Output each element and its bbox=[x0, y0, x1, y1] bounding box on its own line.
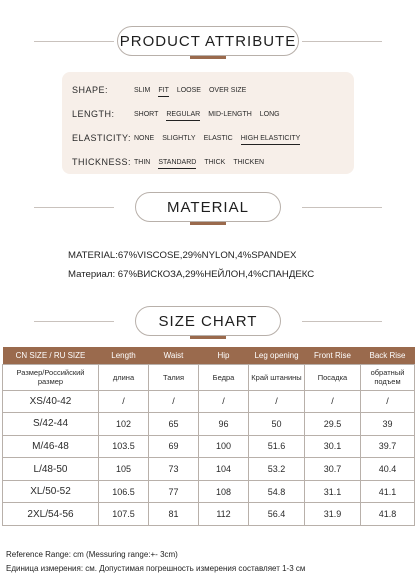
table-cell: 50 bbox=[249, 413, 305, 436]
table-cell: 96 bbox=[199, 413, 249, 436]
table-cell: обратный подъем bbox=[361, 364, 415, 390]
table-cell: 102 bbox=[99, 413, 149, 436]
column-header: Leg opening bbox=[249, 347, 305, 364]
attribute-option-selected: HIGH ELASTICITY bbox=[240, 134, 301, 142]
table-cell: 104 bbox=[199, 458, 249, 481]
attribute-row-shape bbox=[72, 78, 344, 102]
table-cell: Размер/Российский размер bbox=[3, 364, 99, 390]
attribute-option: ELASTIC bbox=[203, 134, 233, 142]
column-header: Hip bbox=[199, 347, 249, 364]
attribute-label: THICKNESS: bbox=[72, 157, 132, 167]
header-rule-left bbox=[34, 41, 114, 42]
attribute-row-length bbox=[72, 102, 344, 126]
table-row bbox=[3, 458, 415, 481]
table-row bbox=[3, 413, 415, 436]
table-cell: 112 bbox=[199, 503, 249, 526]
table-cell: 30.7 bbox=[305, 458, 361, 481]
material-text-ru: Материал: 67%ВИСКОЗА,29%НЕЙЛОН,4%СПАНДЕКС bbox=[68, 269, 315, 280]
table-cell: XS/40-42 bbox=[3, 390, 99, 413]
note-en: Reference Range: cm (Messuring range:+- 3cm) bbox=[6, 550, 178, 559]
table-cell: S/42-44 bbox=[3, 413, 99, 436]
size-chart-header bbox=[0, 302, 416, 342]
product-attribute-header bbox=[0, 22, 416, 62]
table-cell: 105 bbox=[99, 458, 149, 481]
table-cell: 51.6 bbox=[249, 435, 305, 458]
table-cell: 31.1 bbox=[305, 480, 361, 503]
column-header: Back Rise bbox=[361, 347, 415, 364]
header-rule-left bbox=[34, 321, 114, 322]
table-row bbox=[3, 503, 415, 526]
table-cell: Бедра bbox=[199, 364, 249, 390]
product-attribute-title: PRODUCT ATTRIBUTE bbox=[117, 26, 299, 56]
table-cell: XL/50-52 bbox=[3, 480, 99, 503]
table-cell: 56.4 bbox=[249, 503, 305, 526]
column-header: Length bbox=[99, 347, 149, 364]
size-table bbox=[2, 347, 415, 526]
table-cell: M/46-48 bbox=[3, 435, 99, 458]
material-header bbox=[0, 188, 416, 228]
header-rule-right bbox=[302, 41, 382, 42]
table-cell: 41.8 bbox=[361, 503, 415, 526]
table-cell: / bbox=[249, 390, 305, 413]
table-cell: 100 bbox=[199, 435, 249, 458]
table-cell: 30.1 bbox=[305, 435, 361, 458]
column-header: Front Rise bbox=[305, 347, 361, 364]
table-cell: 41.1 bbox=[361, 480, 415, 503]
table-cell: Талия bbox=[149, 364, 199, 390]
table-cell: 54.8 bbox=[249, 480, 305, 503]
attribute-label: LENGTH: bbox=[72, 109, 115, 119]
attribute-option: NONE bbox=[134, 134, 155, 142]
header-accent-bar bbox=[190, 56, 226, 59]
attribute-row-elasticity bbox=[72, 126, 344, 150]
attribute-label: ELASTICITY: bbox=[72, 133, 132, 143]
attribute-option: THICK bbox=[204, 158, 226, 166]
material-text-en: MATERIAL:67%VISCOSE,29%NYLON,4%SPANDEX bbox=[68, 250, 297, 261]
table-cell: 108 bbox=[199, 480, 249, 503]
attribute-option-selected: FIT bbox=[158, 86, 169, 94]
table-cell: 2XL/54-56 bbox=[3, 503, 99, 526]
attribute-option: LONG bbox=[259, 110, 280, 118]
header-rule-right bbox=[302, 321, 382, 322]
note-ru: Единица измерения: см. Допустимая погрешность измерения составляет 1-3 см bbox=[6, 564, 306, 573]
table-cell: 53.2 bbox=[249, 458, 305, 481]
table-cell: Край штанины bbox=[249, 364, 305, 390]
size-chart-title: SIZE CHART bbox=[135, 306, 281, 336]
attribute-option: LOOSE bbox=[176, 86, 201, 94]
table-cell: 81 bbox=[149, 503, 199, 526]
table-header-row bbox=[3, 347, 415, 364]
table-cell: / bbox=[305, 390, 361, 413]
header-rule-right bbox=[302, 207, 382, 208]
table-cell: 106.5 bbox=[99, 480, 149, 503]
table-cell: 31.9 bbox=[305, 503, 361, 526]
column-header: Waist bbox=[149, 347, 199, 364]
header-accent-bar bbox=[190, 222, 226, 225]
table-cell: / bbox=[99, 390, 149, 413]
table-cell: 77 bbox=[149, 480, 199, 503]
attribute-option-selected: REGULAR bbox=[166, 110, 201, 118]
table-cell: / bbox=[199, 390, 249, 413]
table-cell: 39 bbox=[361, 413, 415, 436]
attribute-panel bbox=[62, 72, 354, 174]
attribute-option: THICKEN bbox=[233, 158, 265, 166]
table-row bbox=[3, 480, 415, 503]
table-cell: 73 bbox=[149, 458, 199, 481]
attribute-option: OVER SIZE bbox=[208, 86, 247, 94]
header-rule-left bbox=[34, 207, 114, 208]
attribute-option: MID-LENGTH bbox=[208, 110, 252, 118]
table-cell: 107.5 bbox=[99, 503, 149, 526]
column-header: CN SIZE / RU SIZE bbox=[3, 347, 99, 364]
material-title: MATERIAL bbox=[135, 192, 281, 222]
table-subheader-row bbox=[3, 364, 415, 390]
attribute-row-thickness bbox=[72, 150, 344, 174]
table-cell: 103.5 bbox=[99, 435, 149, 458]
table-cell: 69 bbox=[149, 435, 199, 458]
table-cell: 40.4 bbox=[361, 458, 415, 481]
table-cell: 39.7 bbox=[361, 435, 415, 458]
table-cell: длина bbox=[99, 364, 149, 390]
attribute-option: THIN bbox=[134, 158, 151, 166]
table-cell: 65 bbox=[149, 413, 199, 436]
header-accent-bar bbox=[190, 336, 226, 339]
table-row bbox=[3, 390, 415, 413]
attribute-option-selected: STANDARD bbox=[158, 158, 197, 166]
table-cell: / bbox=[149, 390, 199, 413]
table-cell: / bbox=[361, 390, 415, 413]
attribute-label: SHAPE: bbox=[72, 85, 109, 95]
attribute-option: SLIM bbox=[134, 86, 151, 94]
table-row bbox=[3, 435, 415, 458]
attribute-option: SHORT bbox=[134, 110, 159, 118]
table-cell: Посадка bbox=[305, 364, 361, 390]
table-cell: 29.5 bbox=[305, 413, 361, 436]
attribute-option: SLIGHTLY bbox=[162, 134, 196, 142]
measurement-notes bbox=[6, 548, 412, 576]
table-cell: L/48-50 bbox=[3, 458, 99, 481]
material-block bbox=[68, 246, 408, 284]
